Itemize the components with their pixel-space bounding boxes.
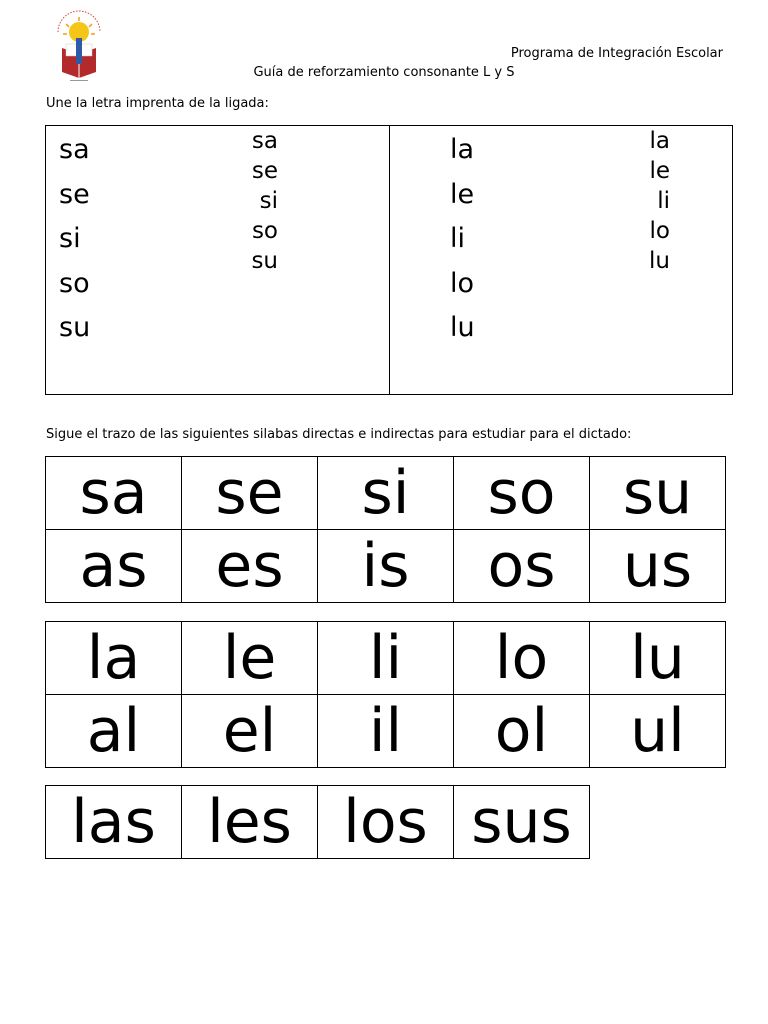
trace-cell: so — [454, 457, 590, 530]
syllable: se — [59, 178, 90, 210]
trace-cell: les — [182, 786, 318, 859]
trace-cell: se — [182, 457, 318, 530]
trace-cell: es — [182, 530, 318, 603]
trace-cell: lo — [454, 622, 590, 695]
trace-cell: los — [318, 786, 454, 859]
instruction-match: Une la letra imprenta de la ligada: — [46, 96, 269, 111]
trace-cell: al — [46, 695, 182, 768]
syllable: so — [59, 267, 90, 299]
syllable: sa — [59, 134, 90, 165]
trace-cell: is — [318, 530, 454, 603]
print-column-s — [59, 128, 90, 351]
table-row — [46, 786, 590, 859]
trace-cell: us — [590, 530, 726, 603]
trace-cell: ol — [454, 695, 590, 768]
syllable: la — [649, 128, 670, 154]
syllable: la — [450, 134, 475, 165]
table-row — [46, 622, 726, 695]
trace-cell: lu — [590, 622, 726, 695]
syllable: lo — [649, 218, 670, 244]
trace-cell: as — [46, 530, 182, 603]
cursive-column-s — [248, 126, 278, 276]
syllable: le — [450, 178, 475, 210]
syllable: se — [251, 158, 278, 184]
trace-table-l — [45, 621, 726, 768]
instruction-trace: Sigue el trazo de las siguientes silabas directas e indirectas para estudiar para el dictado: — [46, 427, 632, 442]
syllable: lo — [450, 267, 475, 299]
trace-cell: li — [318, 622, 454, 695]
trace-cell: si — [318, 457, 454, 530]
trace-cell: las — [46, 786, 182, 859]
table-row — [46, 530, 726, 603]
trace-cell: ul — [590, 695, 726, 768]
trace-cell: sus — [454, 786, 590, 859]
program-name: Programa de Integración Escolar — [510, 46, 723, 61]
trace-cell: le — [182, 622, 318, 695]
divider — [389, 126, 390, 394]
document-title: Guía de reforzamiento consonante L y S — [253, 65, 515, 80]
cursive-column-l — [636, 126, 670, 276]
print-column-l — [450, 128, 475, 351]
syllable: li — [657, 188, 670, 214]
syllable: sa — [251, 128, 278, 154]
trace-cell: el — [182, 695, 318, 768]
syllable: si — [59, 223, 81, 254]
table-row — [46, 457, 726, 530]
trace-cell: os — [454, 530, 590, 603]
trace-cell: su — [590, 457, 726, 530]
syllable: lu — [450, 312, 475, 343]
matching-box — [45, 125, 733, 395]
syllable: li — [450, 223, 466, 254]
trace-cell: sa — [46, 457, 182, 530]
trace-table-extra — [45, 785, 590, 859]
table-row — [46, 695, 726, 768]
syllable: su — [251, 248, 278, 274]
trace-cell: il — [318, 695, 454, 768]
syllable: le — [649, 158, 670, 184]
trace-table-s — [45, 456, 726, 603]
trace-cell: la — [46, 622, 182, 695]
syllable: si — [259, 188, 278, 214]
syllable: su — [59, 312, 91, 343]
syllable: so — [251, 218, 278, 244]
syllable: lu — [649, 248, 670, 274]
